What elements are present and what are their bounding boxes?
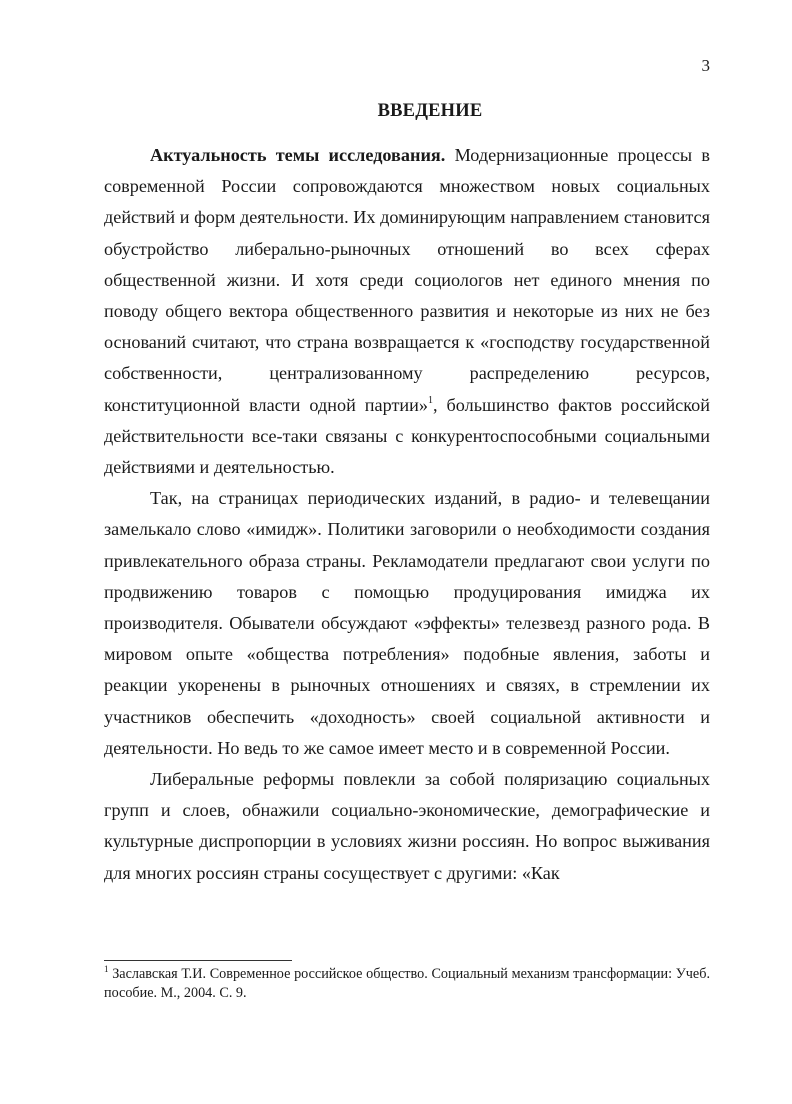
- intro-text-continued: , большинство фактов российской действительности все-таки связаны с конкурентоспособными социальными действиями и деятельностью.: [104, 394, 710, 478]
- footnote-text: Заславская Т.И. Современное российское общество. Социальный механизм трансформации: Учеб. пособие. М., 2004. С. 9.: [104, 966, 710, 1001]
- page-number: 3: [701, 56, 710, 75]
- lead-heading: Актуальность темы исследования.: [150, 145, 446, 165]
- paragraph-image: Так, на страницах периодических изданий, в радио- и телевещании замелькало слово «имидж». Политики заговорили о необходимости создания привлекательного образа страны. Рекламодатели предлагают свои услуги по продвижению товаров с помощью продуцирования имиджа их производителя. Обыватели обсуждают «эффекты» телезвезд разного рода. В мировом опыте «общества потребления» подобные явления, заботы и реакции укоренены в рыночных отношениях и связях, в стремлении их участников обеспечить «доходность» своей социальной активности и деятельности. Но ведь то же самое имеет место и в современной России.: [104, 488, 710, 758]
- footnote-marker: 1: [104, 964, 109, 974]
- paragraph-reforms: Либеральные реформы повлекли за собой поляризацию социальных групп и слоев, обнажили социально-экономические, демографические и культурные диспропорции в условиях жизни россиян. Но вопрос выживания для многих россиян страны сосуществует с другими: «Как: [104, 769, 710, 883]
- paragraph-intro: [104, 140, 710, 483]
- footnote-divider: [104, 960, 292, 961]
- footnote: [104, 965, 710, 1002]
- body-text: [104, 140, 710, 889]
- footnote-reference: 1: [427, 394, 433, 406]
- page-title: ВВЕДЕНИЕ: [377, 101, 483, 121]
- intro-text: Модернизационные процессы в современной России сопровождаются множеством новых социальных действий и форм деятельности. Их доминирующим направлением становится обустройство либерально-рыночных отношений во всех сферах общественной жизни. И хотя среди социологов нет единого мнения по поводу общего вектора общественного развития и некоторые из них не без оснований считают, что страна возвращается к «господству государственной собственности, централизованному распределению ресурсов, конституционной власти одной партии»: [104, 145, 710, 415]
